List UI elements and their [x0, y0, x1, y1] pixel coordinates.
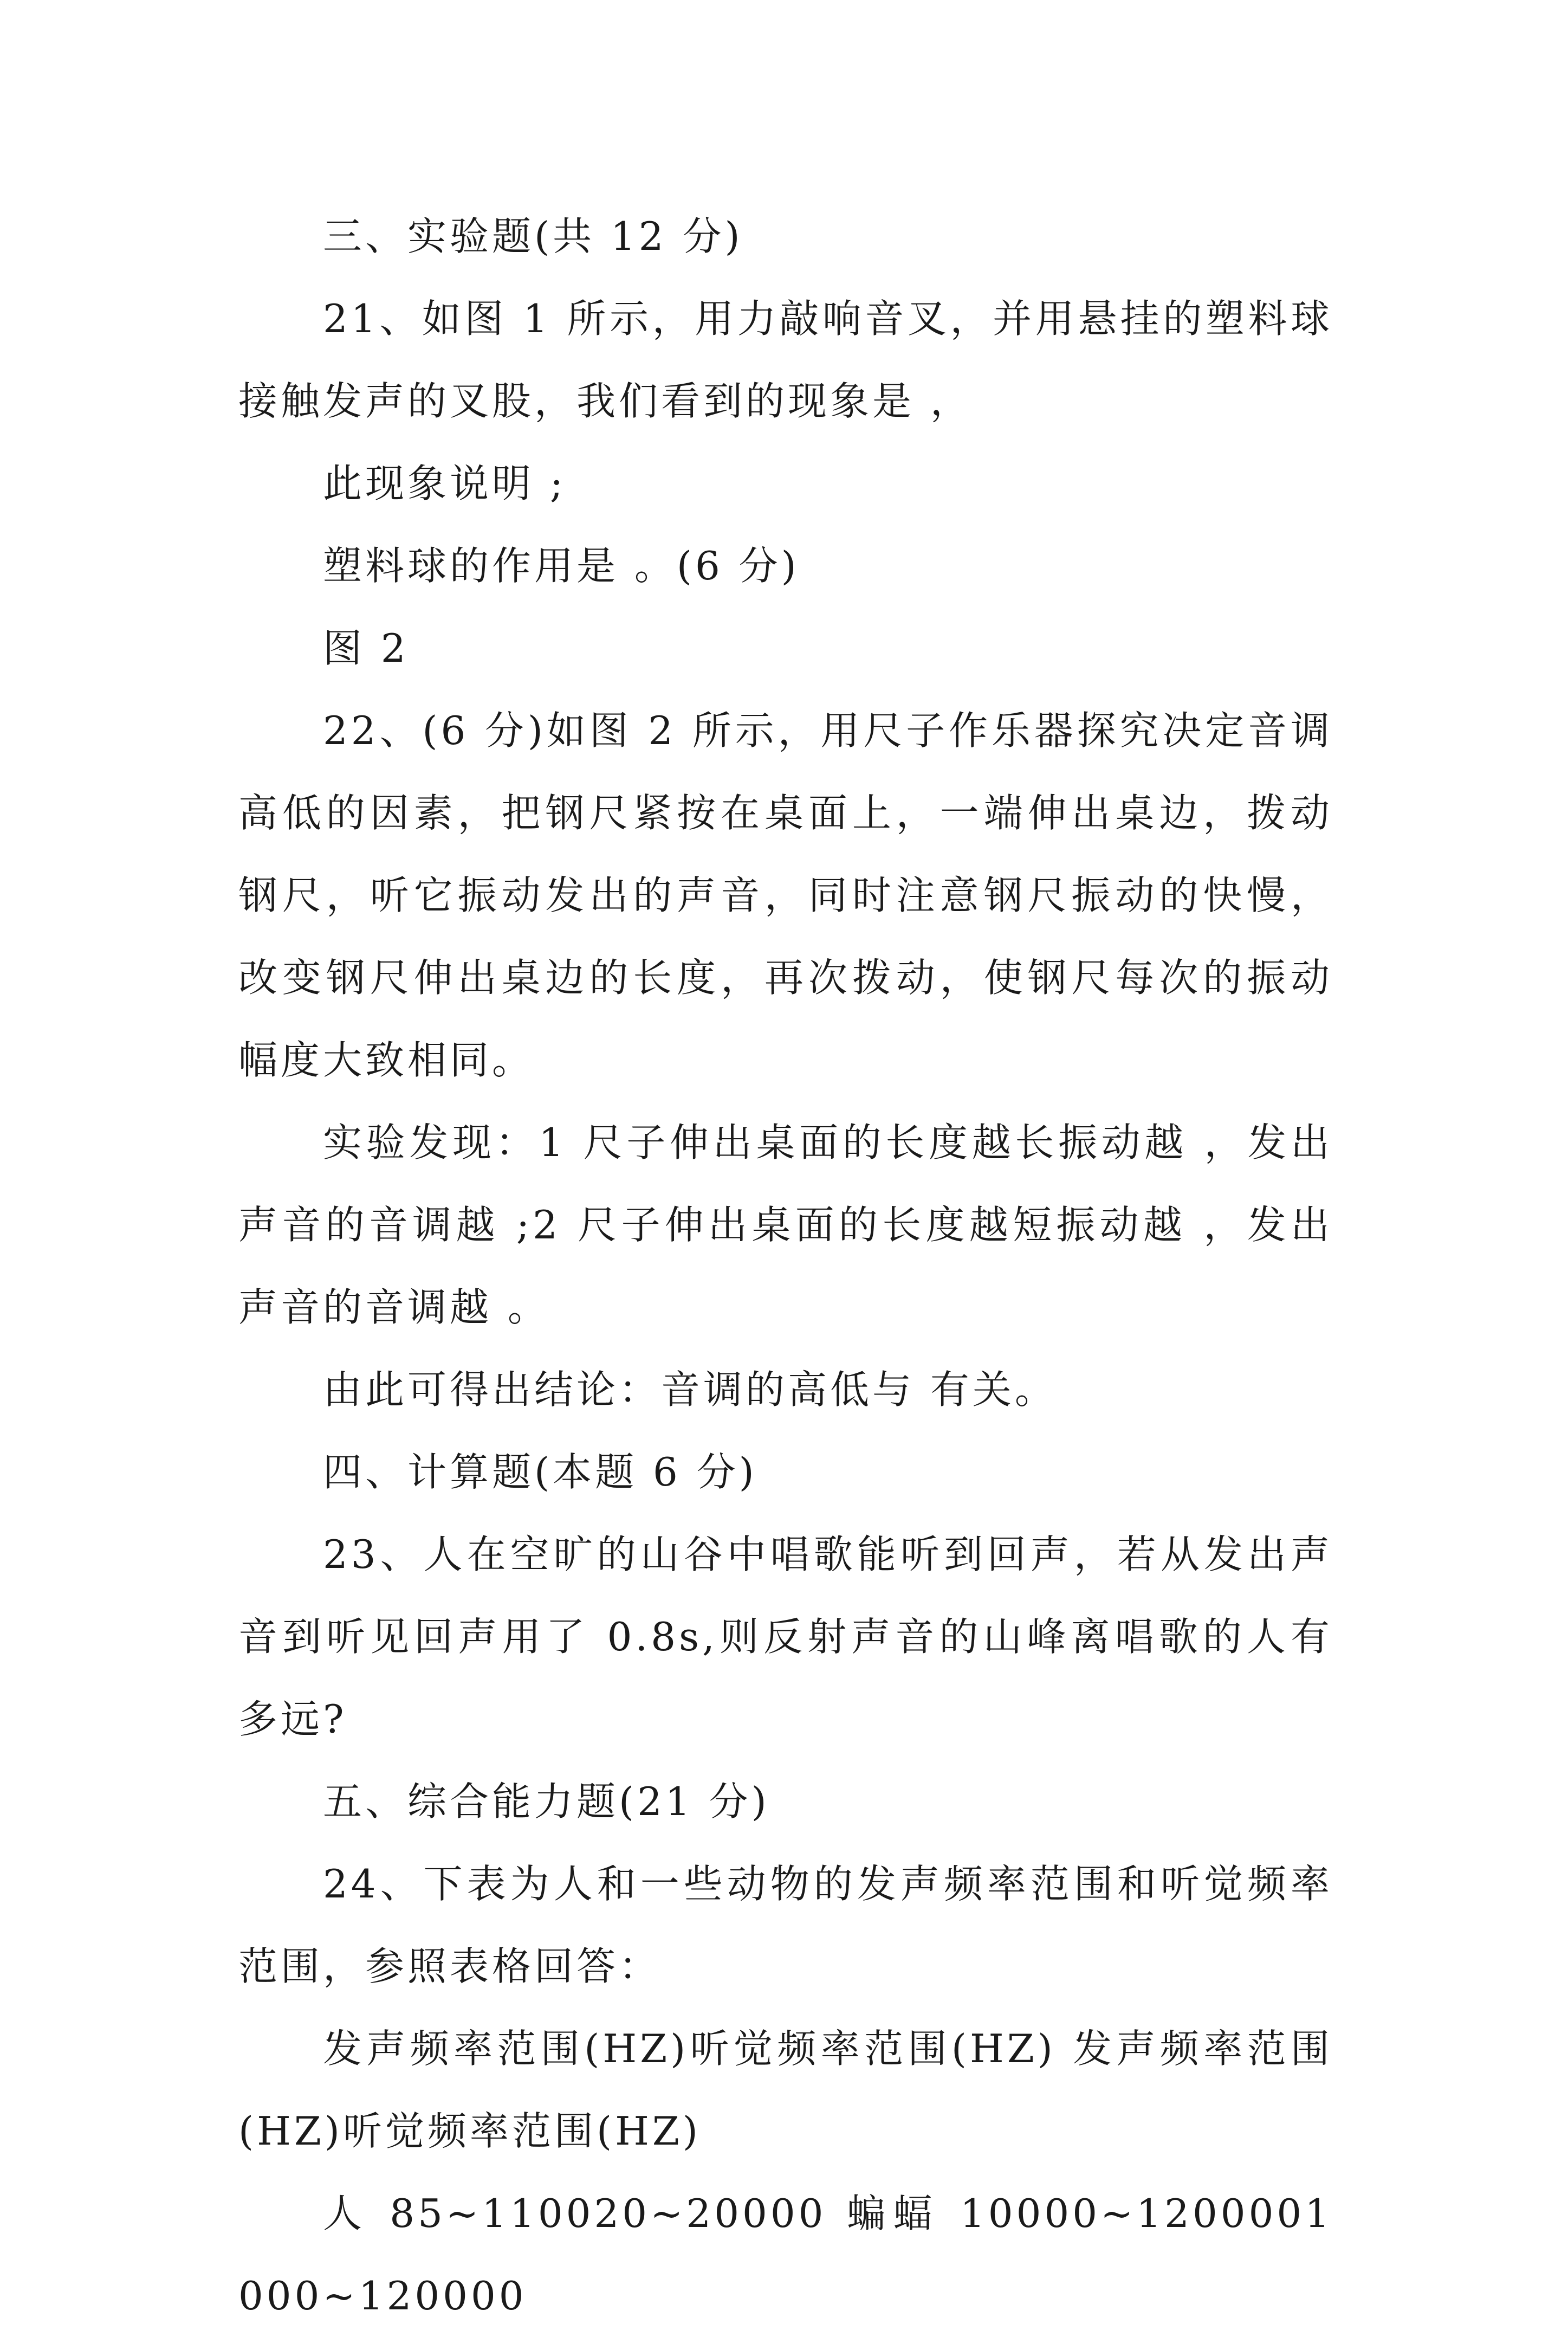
- question-22-conclusion: 由此可得出结论：音调的高低与 有关。: [323, 1367, 1057, 1412]
- figure-2-caption: 图 2: [323, 625, 409, 671]
- question-23: 23、人在空旷的山谷中唱歌能听到回声，若从发出声音到听见回声用了 0.8s,则反射声音的山峰离唱歌的人有多远?: [238, 1532, 1333, 1742]
- section-heading-calculation: 四、计算题(本题 6 分): [323, 1449, 757, 1495]
- table-header-line: 发声频率范围(HZ)听觉频率范围(HZ) 发声频率范围(HZ)听觉频率范围(HZ): [238, 2026, 1333, 2154]
- table-row-line: 人 85~110020~20000 蝙蝠 10000~1200001000~120000: [238, 2191, 1333, 2319]
- section-heading-experiment: 三、实验题(共 12 分): [323, 214, 743, 259]
- question-22-findings: 实验发现：1 尺子伸出桌面的长度越长振动越 ，发出声音的音调越 ;2 尺子伸出桌面的长度越短振动越 ，发出声音的音调越 。: [238, 1120, 1333, 1330]
- question-21-line-3: 塑料球的作用是 。(6 分): [323, 543, 800, 589]
- question-21: 21、如图 1 所示，用力敲响音叉，并用悬挂的塑料球接触发声的叉股，我们看到的现象是 ，: [238, 296, 1333, 424]
- question-24: 24、下表为人和一些动物的发声频率范围和听觉频率范围，参照表格回答：: [238, 1861, 1333, 1989]
- question-22: 22、(6 分)如图 2 所示，用尺子作乐器探究决定音调高低的因素，把钢尺紧按在桌面上，一端伸出桌边，拨动钢尺，听它振动发出的声音，同时注意钢尺振动的快慢，改变钢尺伸出桌边的长度，再次拨动，使钢尺每次的振动幅度大致相同。: [238, 708, 1333, 1083]
- document-body: [238, 195, 1333, 2337]
- section-heading-comprehensive: 五、综合能力题(21 分): [323, 1779, 770, 1824]
- question-21-line-2: 此现象说明 ;: [323, 461, 567, 506]
